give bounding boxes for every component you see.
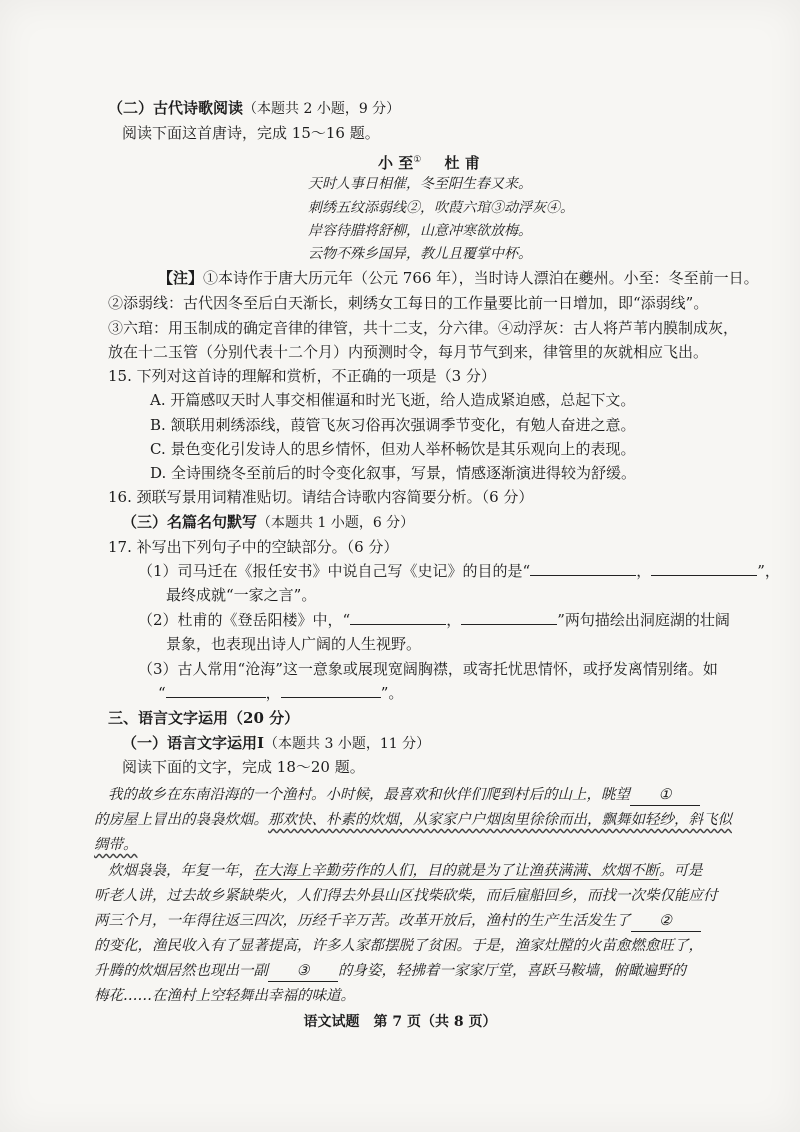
passage-text: 炊烟袅袅，年复一年，: [108, 863, 253, 879]
option-d: D. 全诗围绕冬至前后的时令变化叙事，写景，情感逐渐演进得较为舒缓。: [150, 464, 637, 482]
passage-line: [94, 810, 732, 830]
passage-text: 升腾的炊烟居然也现出一副: [94, 963, 268, 979]
notes-line: 放在十二玉管（分别代表十二个月）内预测时令，每月节气到来，律管里的灰就相应飞出。: [108, 343, 709, 361]
passage-line: 的变化，渔民收入有了显著提高，许多人家都摆脱了贫困。于是，渔家灶膛的火苗愈燃愈旺了，: [94, 938, 703, 954]
closing-quote: ”。: [380, 684, 404, 702]
section-note: （本题共 1 小题，6 分）: [257, 515, 415, 531]
passage-line: 梅花……在渔村上空轻舞出幸福的味道。: [94, 988, 355, 1004]
notes-line: [158, 268, 759, 288]
q17-item-2-cont: 景象，也表现出诗人广阔的人生视野。: [166, 635, 422, 653]
notes-line: ②添弱线：古代因冬至后白天渐长，刺绣女工每日的工作量要比前一日增加，即“添弱线”。: [108, 294, 709, 312]
passage-text: 我的故乡在东南沿海的一个渔村。小时候，最喜欢和伙伴们爬到村后的山上，眺望: [108, 787, 630, 803]
answer-blank-1[interactable]: ①: [630, 785, 700, 806]
question-15-stem: 15. 下列对这首诗的理解和赏析，不正确的一项是（3 分）: [108, 367, 496, 385]
answer-blank[interactable]: [461, 610, 557, 625]
poem-title: 小 至: [378, 154, 414, 172]
q17-item-3-cont: [158, 683, 403, 703]
option-c: C. 景色变化引发诗人的思乡情怀，但劝人举杯畅饮是其乐观向上的表现。: [150, 440, 636, 458]
separator: ，: [265, 684, 281, 702]
sub-section-note: （本题共 3 小题，11 分）: [264, 736, 431, 752]
q17-item-2: [138, 610, 730, 630]
poem-author: 杜 甫: [444, 154, 480, 172]
q17-item-2-text-end: ”两句描绘出洞庭湖的壮阔: [557, 611, 730, 629]
answer-blank[interactable]: [166, 683, 266, 698]
answer-blank[interactable]: [530, 561, 636, 576]
passage-line: [108, 785, 700, 806]
q17-item-1: [138, 561, 780, 581]
poem-line: 岸容待腊将舒柳，山意冲寒欲放梅。: [308, 223, 532, 239]
q17-item-2-text: （2）杜甫的《登岳阳楼》中，“: [138, 611, 351, 629]
poem-line: 刺绣五纹添弱线②，吹葭六琯③动浮灰④。: [308, 200, 574, 216]
passage-text: 的房屋上冒出的袅袅炊烟。: [94, 812, 268, 828]
q17-item-1-cont: 最终成就“一家之言”。: [166, 586, 317, 604]
notes-line: ③六琯：用玉制成的确定音律的律管，共十二支，分六律。④动浮灰：古人将芦苇内膜制成灰，: [108, 319, 739, 337]
passage-line: [108, 861, 703, 881]
q17-item-3: （3）古人常用“沧海”这一意象或展现宽阔胸襟，或寄托忧思情怀，或抒发离情别绪。如: [138, 660, 718, 678]
passage-line: [94, 911, 701, 932]
wavy-underlined-text: 绸带。: [94, 837, 138, 853]
section-heading: [108, 98, 400, 119]
sub-section-heading: [122, 733, 430, 754]
separator: ，: [636, 562, 652, 580]
answer-blank-2[interactable]: ②: [631, 911, 701, 932]
option-b: B. 颔联用刺绣添线，葭管飞灰习俗再次强调季节变化，有勉人奋进之意。: [150, 416, 636, 434]
notes-text: ①本诗作于唐大历元年（公元 766 年），当时诗人漂泊在夔州。小至：冬至前一日。: [203, 269, 759, 287]
section-heading: [122, 512, 414, 533]
part-3-heading: 三、语言文字运用（20 分）: [108, 709, 300, 727]
answer-blank[interactable]: [651, 561, 757, 576]
passage-line: [94, 961, 686, 982]
option-a: A. 开篇感叹天时人事交相催逼和时光飞逝，给人造成紧迫感，总起下文。: [150, 391, 636, 409]
q17-item-1-text: （1）司马迁在《报任安书》中说自己写《史记》的目的是“: [138, 562, 531, 580]
answer-blank-3[interactable]: ③: [268, 961, 338, 982]
section-title: （二）古代诗歌阅读: [108, 99, 244, 117]
poem-line: 云物不殊乡国异，教儿且覆掌中杯。: [308, 246, 532, 262]
part-3-instruction: 阅读下面的文字，完成 18～20 题。: [122, 758, 365, 776]
passage-line: 听老人讲，过去故乡紧缺柴火，人们得去外县山区找柴砍柴，而后雇船回乡，而找一次柴仅能应付: [94, 888, 718, 904]
passage-text: 的身姿，轻拂着一家家厅堂，喜跃马鞍墙，俯瞰遍野的: [338, 963, 686, 979]
poem-line: 天时人事日相催，冬至阳生春又来。: [308, 176, 532, 192]
passage-text: 两三个月，一年得往返三四次，历经千辛万苦。改革开放后，渔村的生产生活发生了: [94, 913, 631, 929]
page-footer: 语文试题 第 7 页（共 8 页）: [303, 1014, 497, 1030]
opening-quote: “: [158, 684, 166, 702]
question-16-stem: 16. 颈联写景用词精准贴切。请结合诗歌内容简要分析。（6 分）: [108, 488, 534, 506]
section-instruction: 阅读下面这首唐诗，完成 15～16 题。: [122, 124, 380, 142]
closing-quote: ”，: [757, 562, 780, 580]
section-note: （本题共 2 小题，9 分）: [243, 101, 401, 117]
poem-title-note-mark: ①: [413, 155, 422, 165]
answer-blank[interactable]: [350, 610, 446, 625]
wavy-underlined-text: 那欢快、朴素的炊烟，从家家户户烟囱里徐徐而出，飘舞如轻纱，斜飞似: [268, 812, 732, 828]
underlined-sentence: 在大海上辛勤劳作的人们，目的就是为了让渔获满满、炊烟不断: [253, 863, 659, 879]
passage-text: 。可是: [659, 863, 703, 879]
separator: ，: [446, 611, 462, 629]
question-17-stem: 17. 补写出下列句子中的空缺部分。（6 分）: [108, 538, 399, 556]
passage-line: [94, 835, 138, 855]
answer-blank[interactable]: [281, 683, 381, 698]
poem-title-line: [378, 150, 480, 173]
section-title: （三）名篇名句默写: [122, 513, 258, 531]
sub-section-title: （一）语言文字运用Ⅰ: [122, 734, 265, 752]
notes-label: 【注】: [158, 269, 204, 287]
